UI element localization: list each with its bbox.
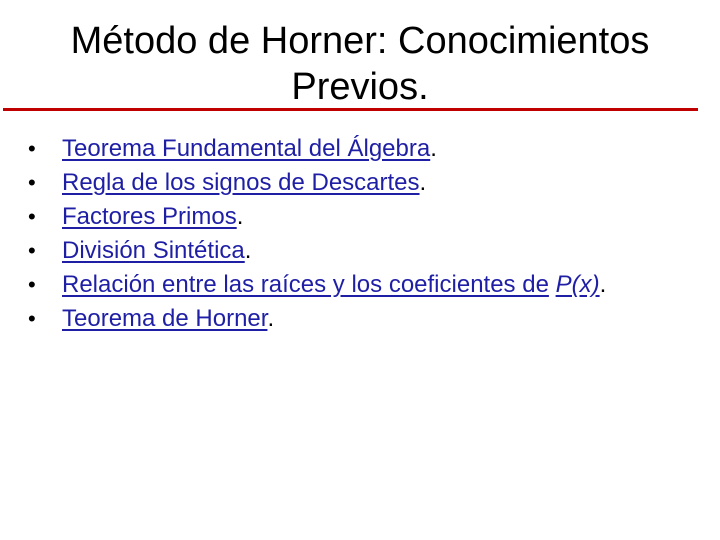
bullet-icon: • [28,204,36,229]
bullet-list [28,132,678,336]
link-teorema-horner[interactable]: Teorema de Horner [62,305,268,332]
bullet-icon: • [28,238,36,263]
link-factores-primos[interactable]: Factores Primos [62,203,237,230]
list-item [28,268,678,302]
link-regla-descartes[interactable]: Regla de los signos de Descartes [62,169,420,196]
bullet-icon: • [28,306,36,331]
item-suffix: . [419,169,427,196]
link-division-sintetica[interactable]: División Sintética [62,237,245,264]
link-teorema-fundamental[interactable]: Teorema Fundamental del Álgebra [62,135,431,162]
item-suffix: . [244,237,252,264]
list-item [28,132,678,166]
list-item [28,200,678,234]
list-item [28,166,678,200]
bullet-icon: • [28,136,36,161]
bullet-icon: • [28,170,36,195]
list-item [28,302,678,336]
link-relacion-raices[interactable]: Relación entre las raíces y los coeficientes de [62,271,549,298]
link-polinomio-px[interactable]: P(x) [555,271,600,298]
slide-title: Método de Horner: Conocimientos Previos. [70,20,650,108]
item-suffix: . [599,271,607,298]
item-suffix: . [267,305,275,332]
item-suffix: . [236,203,244,230]
item-suffix: . [430,135,437,162]
title-divider [3,108,698,111]
bullet-icon: • [28,272,36,297]
list-item [28,234,678,268]
